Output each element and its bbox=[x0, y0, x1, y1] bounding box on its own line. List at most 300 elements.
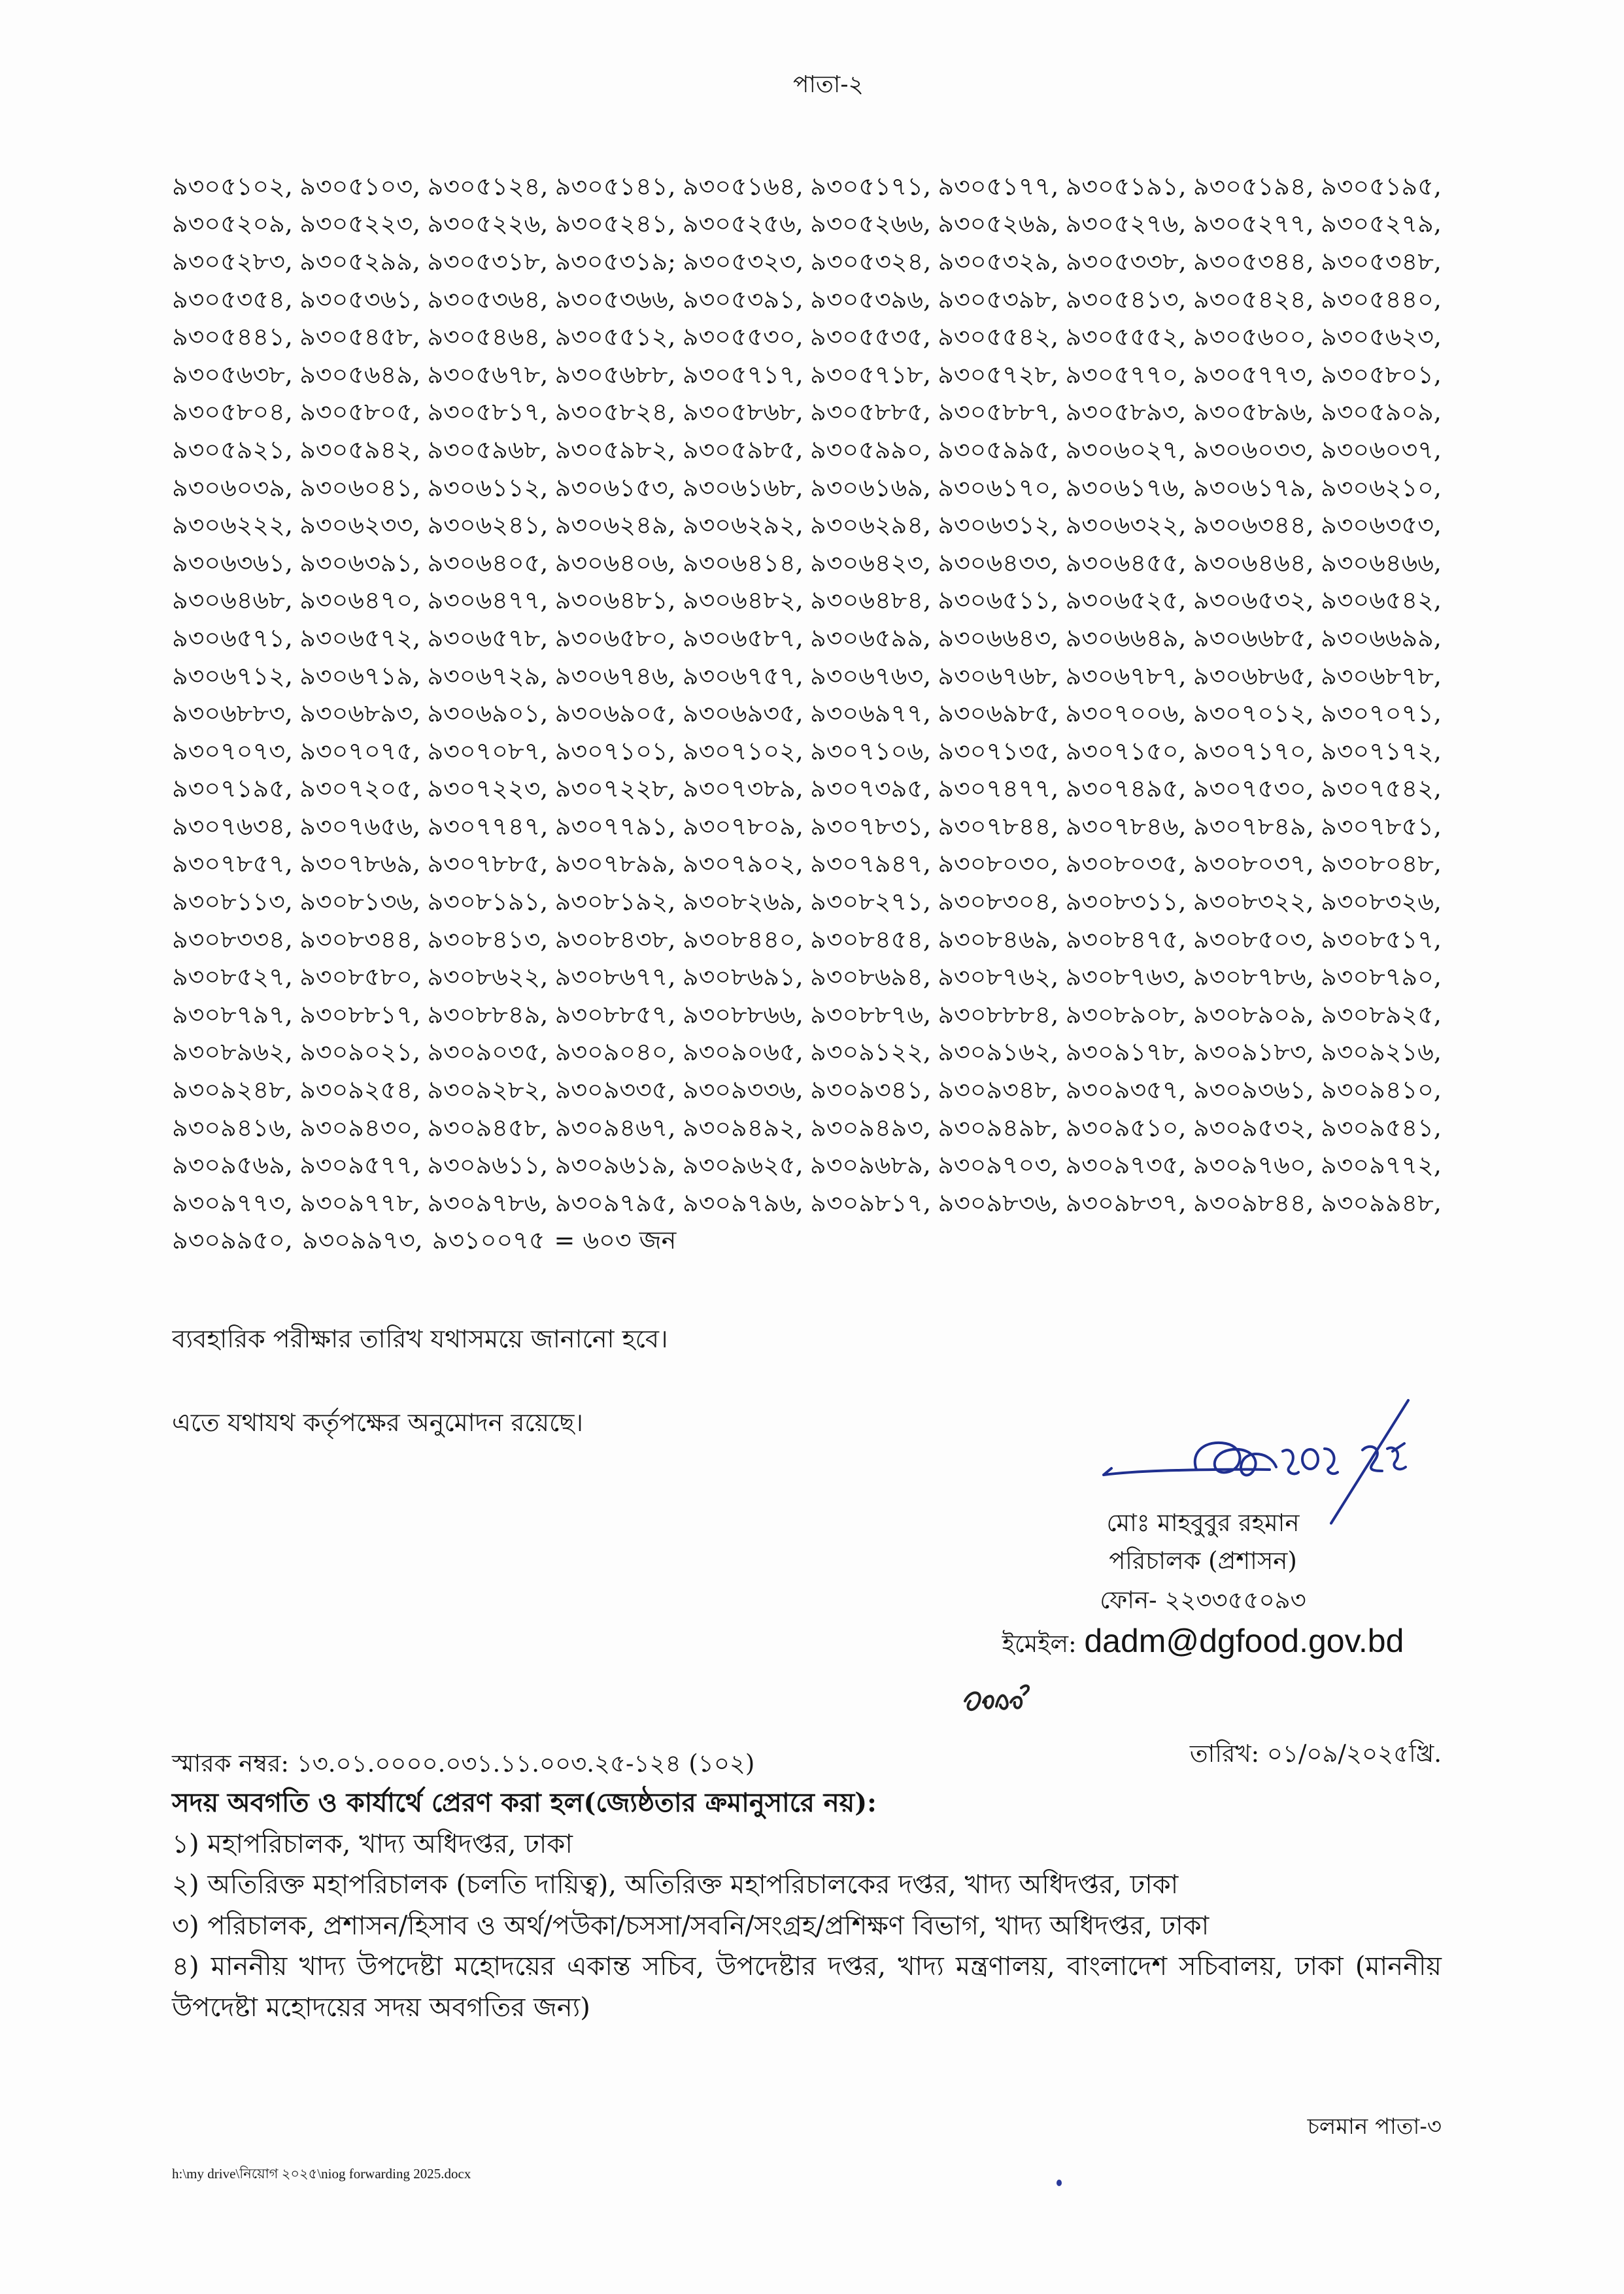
roll-number: ৯৩০৬৫৯৯, bbox=[810, 623, 931, 652]
roll-number: ৯৩০৯২১৬, bbox=[1321, 1037, 1442, 1067]
roll-number: ৯৩০৮৪৬৯, bbox=[938, 924, 1059, 954]
roll-number: ৯৩০৬৪৭০, bbox=[299, 586, 421, 615]
roll-number: ৯৩০৫৭৭০, bbox=[1065, 360, 1187, 389]
roll-number: ৯৩০৮৮৭৬, bbox=[810, 1000, 932, 1029]
roll-number: ৯৩০৮৭৯৭, bbox=[172, 1000, 293, 1029]
roll-number: ৯৩০৮৯২৫, bbox=[1321, 1000, 1442, 1029]
roll-number: ৯৩০৯৫১০, bbox=[1065, 1113, 1187, 1142]
roll-number: ৯৩০৬৭৬৩, bbox=[810, 661, 932, 690]
roll-number: ৯৩০৫৫১২, bbox=[554, 322, 676, 352]
roll-number: ৯৩০৫৩৬৪, bbox=[427, 284, 549, 314]
roll-number: ৯৩০৭১০৬, bbox=[810, 736, 932, 766]
roll-number: ৯৩০৯৭৯৬, bbox=[683, 1188, 804, 1217]
roll-number: ৯৩০৬৫৮০, bbox=[554, 623, 676, 652]
roll-number: ৯৩০৫৩৩৮, bbox=[1065, 246, 1187, 276]
distribution-item: ২) অতিরিক্ত মহাপরিচালক (চলতি দায়িত্ব), অতিরিক্ত মহাপরিচালকের দপ্তর, খাদ্য অধিদপ্তর, ঢাকা bbox=[172, 1870, 1179, 1900]
page-number-header: পাতা-২ bbox=[793, 71, 864, 98]
roll-number: ৯৩০৮৪৪০, bbox=[682, 924, 804, 954]
roll-number: ৯৩০৯৬১১, bbox=[427, 1151, 549, 1180]
roll-number: ৯৩০৯৪৬৭, bbox=[554, 1113, 676, 1142]
roll-number: ৯৩০৬৫৭৮, bbox=[427, 623, 549, 652]
roll-number: ৯৩০৬৪৭৭, bbox=[427, 586, 549, 615]
roll-number: ৯৩০৯৫৭৭, bbox=[299, 1151, 421, 1180]
roll-number-line bbox=[172, 1036, 1442, 1073]
roll-number: ৯৩০৫৯২১, bbox=[172, 435, 293, 464]
roll-number: ৯৩০৫৭৭৩, bbox=[1193, 360, 1314, 389]
roll-number: ৯৩০৫১৯৫, bbox=[1321, 171, 1442, 201]
roll-number: ৯৩০৫৬৮৮, bbox=[554, 360, 676, 389]
roll-number: ৯৩০৮১৩৬, bbox=[299, 887, 421, 917]
roll-number: ৯৩০৫৯৯০, bbox=[809, 435, 931, 464]
roll-number: ৯৩০৬৪৮১, bbox=[554, 586, 676, 615]
roll-number: ৯৩০৮০৪৮, bbox=[1321, 849, 1442, 879]
roll-number: ৯৩০৭৮৮৫, bbox=[427, 849, 549, 879]
roll-number: ৯৩০৫৫৪২, bbox=[938, 322, 1059, 352]
roll-number: ৯৩০৬১৬৮, bbox=[682, 473, 804, 502]
roll-number: ৯৩০৮৩৪৪, bbox=[299, 924, 421, 954]
roll-number: ৯৩০৯৪৯৮, bbox=[938, 1113, 1059, 1142]
roll-number: ৯৩০৮০৩০, bbox=[938, 849, 1059, 879]
roll-number: ৯৩০৬৭৫৭, bbox=[682, 661, 804, 690]
roll-number: ৯৩০৭৮৫৭, bbox=[172, 849, 293, 879]
roll-number-line bbox=[172, 1148, 1442, 1186]
roll-number-line bbox=[172, 621, 1442, 659]
roll-number: ৯৩০৮৩১১, bbox=[1065, 887, 1187, 917]
roll-number-line bbox=[172, 245, 1442, 282]
roll-number: ৯৩০৫১৭১, bbox=[810, 171, 932, 201]
roll-number: ৯৩০৬৬৮৫, bbox=[1193, 623, 1314, 652]
roll-number: ৯৩০৮৭৬৩, bbox=[1065, 962, 1187, 992]
roll-number: ৯৩০৬৪৬৮, bbox=[172, 586, 293, 615]
roll-number: ৯৩০৬৭৬৮, bbox=[938, 661, 1059, 690]
roll-number: ৯৩০৫৯৮৫, bbox=[682, 435, 804, 464]
roll-number: ৯৩০৫১৪১, bbox=[554, 171, 676, 201]
roll-number: ৯৩০৭৮০৯, bbox=[683, 811, 804, 841]
roll-number: ৯৩০৭০৭৫, bbox=[299, 736, 421, 766]
roll-number: ৯৩০৫৮৮৭, bbox=[938, 397, 1059, 427]
roll-number: ৯৩০৮৪১৩, bbox=[427, 924, 549, 954]
roll-number: ৯৩০৬৮৯৩, bbox=[299, 699, 421, 728]
roll-number: ৯৩০৭৯০২, bbox=[682, 849, 804, 879]
roll-number-line bbox=[172, 809, 1442, 847]
roll-number: ৯৩০৫৪১৩, bbox=[1065, 284, 1187, 314]
ink-dot bbox=[1057, 2180, 1062, 2186]
roll-number-line bbox=[172, 1073, 1442, 1111]
roll-number: ৯৩০৭৬৫৬, bbox=[299, 811, 421, 841]
roll-number: ৯৩০৯২৫৪, bbox=[299, 1075, 421, 1105]
roll-number: ৯৩০৬০৩৯, bbox=[172, 473, 293, 502]
file-path-footer: h:\my drive\নিয়োগ ২০২৫\niog forwarding 2025.docx bbox=[172, 2166, 471, 2182]
roll-number: ৯৩০৬৫৩২, bbox=[1193, 586, 1314, 615]
roll-number: ৯৩০৫৮০৫, bbox=[299, 397, 421, 427]
roll-number: ৯৩০৫১০৩, bbox=[299, 171, 421, 201]
roll-number: ৯৩০৫৭১৭, bbox=[682, 360, 804, 389]
roll-number: ৯৩০৭৮৪৬, bbox=[1065, 811, 1187, 841]
roll-number: ৯৩০৮৯০৯, bbox=[1193, 1000, 1314, 1029]
roll-number: ৯৩০৯৩৩৬, bbox=[682, 1075, 804, 1105]
roll-number: ৯৩০৫২০৯, bbox=[172, 209, 293, 239]
roll-number: ৯৩০৮৪৫৪, bbox=[810, 924, 932, 954]
roll-number: ৯৩০৭৩৯৫, bbox=[810, 774, 932, 803]
roll-number: ৯৩০৭২২৮, bbox=[554, 774, 676, 803]
email-address: dadm@dgfood.gov.bd bbox=[1084, 1623, 1404, 1659]
roll-number: ৯৩০৮২৬৯, bbox=[682, 887, 804, 917]
roll-number: ৯৩০৮৭৬২, bbox=[938, 962, 1059, 992]
roll-number: ৯৩০৬৮৮৩, bbox=[172, 699, 293, 728]
roll-number: ৯৩০৯৪৯২, bbox=[682, 1113, 804, 1142]
roll-number: ৯৩০৮১৯২, bbox=[554, 887, 676, 917]
roll-number: ৯৩০৯৭৩৫, bbox=[1065, 1151, 1187, 1180]
roll-number: ৯৩০৫৪৪১, bbox=[172, 322, 293, 352]
roll-number: ৯৩০৫৪৬৪, bbox=[427, 322, 549, 352]
roll-number-line bbox=[172, 471, 1442, 509]
roll-number: ৯৩০৮৫২৭, bbox=[172, 962, 293, 992]
roll-number: ৯৩০৭১৫০, bbox=[1065, 736, 1187, 766]
roll-number: ৯৩০৫৮৯৬, bbox=[1193, 397, 1314, 427]
roll-number: ৯৩০৫৩১৮, bbox=[427, 246, 549, 276]
signatory-email-row bbox=[941, 1620, 1464, 1662]
roll-number-line bbox=[172, 207, 1442, 245]
roll-number: ৯৩০৬২৪৯, bbox=[554, 511, 676, 540]
roll-number: ৯৩০৫৯০৯, bbox=[1321, 397, 1442, 427]
roll-number: ৯৩০৫৬০০, bbox=[1193, 322, 1314, 352]
roll-number: ৯৩০৬৯৭৭, bbox=[810, 699, 931, 728]
roll-number-lines bbox=[172, 169, 1442, 1224]
signatory-phone: ফোন- ২২৩৩৫৫০৯৩ bbox=[1100, 1586, 1306, 1614]
roll-number: ৯৩০৫৯৯৫, bbox=[938, 435, 1058, 464]
roll-number: ৯৩০৭৭৯১, bbox=[554, 811, 676, 841]
roll-number: ৯৩০৯২৮২, bbox=[427, 1075, 549, 1105]
roll-number: ৯৩০৬৪১৪, bbox=[682, 548, 804, 577]
roll-number: ৯৩০৫২৫৬, bbox=[682, 209, 804, 239]
roll-number: ৯৩০৬৩২২, bbox=[1065, 511, 1187, 540]
roll-number: ৯৩০৭১৯৫, bbox=[172, 774, 293, 803]
roll-number: ৯৩০৬২৯৪, bbox=[810, 511, 932, 540]
roll-number: ৯৩০৮৯৬২, bbox=[172, 1037, 293, 1067]
roll-number: ৯৩০৭১০১, bbox=[554, 736, 676, 766]
roll-number: ৯৩০৮৩২২, bbox=[1193, 887, 1314, 917]
roll-number: ৯৩০৫৫৫২, bbox=[1065, 322, 1187, 352]
roll-number: ৯৩০৮৩২৬, bbox=[1321, 887, 1442, 917]
roll-number: ৯৩০৭০১২, bbox=[1193, 699, 1314, 728]
roll-number: ৯৩০৭৮৬৯, bbox=[299, 849, 421, 879]
roll-number: ৯৩০৮৯০৮, bbox=[1065, 1000, 1187, 1029]
roll-number: ৯৩০৫২৪১, bbox=[554, 209, 676, 239]
roll-number: ৯৩০৫৩২৯, bbox=[938, 246, 1059, 276]
roll-number: ৯৩০৯৩৪১, bbox=[810, 1075, 932, 1105]
roll-number: ৯৩০৭০০৬, bbox=[1065, 699, 1187, 728]
roll-number: ৯৩০৬২৯২, bbox=[682, 511, 804, 540]
roll-number: ৯৩০৬০৪১, bbox=[299, 473, 421, 502]
roll-number: ৯৩০৬৫৭১, bbox=[172, 623, 293, 652]
roll-number: ৯৩০৬২৩৩, bbox=[299, 511, 421, 540]
roll-number: ৯৩০৭১৩৫, bbox=[938, 736, 1059, 766]
roll-number: ৯৩০৬৯৮৫, bbox=[938, 699, 1059, 728]
roll-number: ৯৩০৬৬৪৩, bbox=[938, 623, 1059, 652]
roll-number: ৯৩০৫১৭৭, bbox=[938, 171, 1059, 201]
roll-number: ৯৩০৬৯০৫, bbox=[554, 699, 676, 728]
roll-number: ৯৩০৬৫৭২, bbox=[299, 623, 421, 652]
roll-number: ৯৩০৮৩৩৪, bbox=[172, 924, 293, 954]
roll-number: ৯৩০৫২৬৬, bbox=[810, 209, 931, 239]
continued-page-note: চলমান পাতা-৩ bbox=[1307, 2114, 1442, 2140]
roll-number: ৯৩০৯০৬৫, bbox=[682, 1037, 804, 1067]
roll-number: ৯৩০৫৩১৯; bbox=[554, 246, 676, 276]
roll-number: ৯৩০৬৫১১, bbox=[938, 586, 1059, 615]
roll-number: ৯৩০৫৩৬৬, bbox=[554, 284, 676, 314]
roll-number: ৯৩০৯০২১, bbox=[299, 1037, 421, 1067]
approval-note: এতে যথাযথ কর্তৃপক্ষের অনুমোদন রয়েছে। bbox=[172, 1408, 583, 1437]
roll-number: ৯৩০৮৪৩৮, bbox=[554, 924, 676, 954]
roll-number: ৯৩০৫৪৫৮, bbox=[299, 322, 420, 352]
roll-number: ৯৩০৮৫১৭, bbox=[1321, 924, 1442, 954]
roll-number: ৯৩০৬৭৪৬, bbox=[554, 661, 676, 690]
roll-number: ৯৩০৬৪৩৩, bbox=[938, 548, 1059, 577]
roll-number: ৯৩০৫১৯১, bbox=[1065, 171, 1187, 201]
roll-number: ৯৩০৯৩৬১, bbox=[1193, 1075, 1314, 1105]
roll-number: ৯৩০৭৮৪৯, bbox=[1193, 811, 1314, 841]
roll-number: ৯৩০৫৬২৩, bbox=[1321, 322, 1442, 352]
distribution-item: ৩) পরিচালক, প্রশাসন/হিসাব ও অর্থ/পউকা/চসসা/সবনি/সংগ্রহ/প্রশিক্ষণ বিভাগ, খাদ্য অধিদপ্তর, ঢাকা bbox=[172, 1910, 1210, 1941]
roll-number: ৯৩০৯৪৫৮, bbox=[427, 1113, 549, 1142]
roll-number-line bbox=[172, 960, 1442, 998]
roll-number: ৯৩০৭২২৩, bbox=[427, 774, 549, 803]
roll-number: ৯৩০৫৩৬১, bbox=[299, 284, 421, 314]
roll-number: ৯৩০৬১১২, bbox=[427, 473, 549, 502]
roll-number: ৯৩০৫৮১৭, bbox=[427, 397, 549, 427]
roll-number: ৯৩০৬৪২৩, bbox=[810, 548, 932, 577]
roll-number: ৯৩০৮৩০৪, bbox=[938, 887, 1059, 917]
roll-number-line bbox=[172, 358, 1442, 396]
roll-number: ৯৩০৯২৪৮, bbox=[172, 1075, 293, 1105]
roll-number: ৯৩০৬৬৪৯, bbox=[1065, 623, 1187, 652]
roll-number: ৯৩০৫৩৯৬, bbox=[810, 284, 932, 314]
roll-number-line bbox=[172, 320, 1442, 358]
roll-number-list bbox=[172, 169, 1442, 1261]
roll-number: ৯৩০৫৬৭৮, bbox=[427, 360, 549, 389]
roll-number: ৯৩০৮১৯১, bbox=[427, 887, 549, 917]
roll-number-line bbox=[172, 998, 1442, 1036]
roll-number: ৯৩০৯৮৪৪, bbox=[1193, 1188, 1314, 1217]
memo-reference-number: স্মারক নম্বর: ১৩.০১.০০০০.০৩১.১১.০০৩.২৫-১২৪ (১০২) bbox=[172, 1749, 755, 1778]
roll-number: ৯৩০৯৩৪৮, bbox=[938, 1075, 1059, 1105]
roll-number: ৯৩০৯৭৬০, bbox=[1193, 1151, 1314, 1180]
roll-number: ৯৩০৫৩৯১, bbox=[683, 284, 804, 314]
roll-number: ৯৩০৯৬২৫, bbox=[682, 1151, 804, 1180]
roll-number: ৯৩০৫২২৬, bbox=[427, 209, 549, 239]
roll-number: ৯৩০৬৭১২, bbox=[172, 661, 293, 690]
roll-number: ৯৩০৭৮৩১, bbox=[810, 811, 932, 841]
roll-number-line bbox=[172, 396, 1442, 433]
roll-number: ৯৩০৮৬৯৪, bbox=[810, 962, 931, 992]
roll-number: ৯৩০৫২৯৯, bbox=[299, 246, 421, 276]
roll-number: ৯৩০৮০৩৭, bbox=[1193, 849, 1314, 879]
roll-number: ৯৩০৬৩৫৩, bbox=[1321, 511, 1442, 540]
roll-number: ৯৩০৬৩৬১, bbox=[172, 548, 293, 577]
roll-number: ৯৩০৬৪৬৪, bbox=[1193, 548, 1314, 577]
roll-number: ৯৩০৬৭১৯, bbox=[299, 661, 421, 690]
roll-number: ৯৩০৫৩৪৮, bbox=[1321, 246, 1442, 276]
roll-number-line bbox=[172, 433, 1442, 471]
roll-number: ৯৩০৯০৪০, bbox=[554, 1037, 676, 1067]
roll-number: ৯৩০৬১৫৩, bbox=[554, 473, 676, 502]
roll-number: ৯৩০৯৭৯৫, bbox=[554, 1188, 676, 1217]
roll-number: ৯৩০৫১৬৪, bbox=[682, 171, 804, 201]
roll-number: ৯৩০৫২৭৬, bbox=[1065, 209, 1187, 239]
roll-number: ৯৩০৯৭০৩, bbox=[938, 1151, 1059, 1180]
roll-number: ৯৩০৫২৭৯, bbox=[1321, 209, 1442, 239]
roll-number: ৯৩০৭৮৯৯, bbox=[554, 849, 676, 879]
roll-total: = ৬০৩ জন bbox=[554, 1226, 677, 1255]
roll-number: ৯৩০৫৪৪০, bbox=[1321, 284, 1442, 314]
roll-number-line bbox=[172, 1111, 1442, 1149]
roll-number: ৯৩০৮৮১৭, bbox=[299, 1000, 421, 1029]
roll-number: ৯৩০৫৯৮২, bbox=[554, 435, 676, 464]
roll-number: ৯৩০৯৯৭৩, bbox=[301, 1226, 423, 1255]
roll-number: ৯৩০৬৫৮৭, bbox=[682, 623, 804, 652]
roll-number: ৯৩০৫৩২৪, bbox=[810, 246, 932, 276]
roll-number: ৯৩০৯০৩৫, bbox=[427, 1037, 549, 1067]
roll-number: ৯৩০৮২৭১, bbox=[810, 887, 931, 917]
roll-number: ৯৩০৫৮৮৫, bbox=[810, 397, 931, 427]
roll-number: ৯৩০৫৫৩০, bbox=[682, 322, 804, 352]
roll-number: ৯৩০৫৮২৪, bbox=[554, 397, 676, 427]
roll-number: ৯৩১০০৭৫ bbox=[431, 1226, 545, 1255]
roll-number: ৯৩০৫১০২, bbox=[172, 171, 293, 201]
roll-number: ৯৩০৫৩৫৪, bbox=[172, 284, 293, 314]
roll-number: ৯৩০৭৯৪৭, bbox=[810, 849, 932, 879]
roll-number: ৯৩০৬৪৮৪, bbox=[810, 586, 932, 615]
roll-number-line bbox=[172, 772, 1442, 810]
roll-number: ৯৩০৯৭৭৩, bbox=[172, 1188, 293, 1217]
roll-number: ৯৩০৬৭৮৭, bbox=[1065, 661, 1187, 690]
roll-number: ৯৩০৭৫৩০, bbox=[1193, 774, 1314, 803]
roll-number: ৯৩০৬৯৩৫, bbox=[682, 699, 804, 728]
roll-number: ৯৩০৬৭২৯, bbox=[427, 661, 549, 690]
roll-number: ৯৩০৫৩৪৪, bbox=[1193, 246, 1314, 276]
roll-number: ৯৩০৮৬২২, bbox=[427, 962, 549, 992]
roll-number: ৯৩০৬৩১২, bbox=[938, 511, 1059, 540]
roll-number-line bbox=[172, 847, 1442, 885]
distribution-heading: সদয় অবগতি ও কার্যার্থে প্রেরণ করা হল(জ্যেষ্ঠতার ক্রমানুসারে নয়): bbox=[172, 1787, 877, 1818]
roll-number: ৯৩০৯৪১০, bbox=[1321, 1075, 1442, 1105]
roll-number: ৯৩০৯৭৭২, bbox=[1321, 1151, 1442, 1180]
roll-number: ৯৩০৯৩৫৭, bbox=[1065, 1075, 1187, 1105]
roll-number: ৯৩০৮৬৭৭, bbox=[554, 962, 676, 992]
roll-number: ৯৩০৭০৭১, bbox=[1320, 699, 1442, 728]
roll-number-line bbox=[172, 546, 1442, 584]
roll-number: ৯৩০৬০২৭, bbox=[1065, 435, 1187, 464]
roll-number: ৯৩০৬৪০৫, bbox=[427, 548, 549, 577]
roll-number: ৯৩০৬২২২, bbox=[172, 511, 293, 540]
roll-number: ৯৩০৫৯৪২, bbox=[299, 435, 421, 464]
roll-number: ৯৩০৬০৩৭, bbox=[1321, 435, 1442, 464]
roll-number: ৯৩০৬২৪১, bbox=[427, 511, 549, 540]
memo-date: তারিখ: ০১/০৯/২০২৫খ্রি. bbox=[1189, 1740, 1442, 1768]
roll-number: ৯৩০৬১৭০, bbox=[938, 473, 1059, 502]
roll-number: ৯৩০৯৩৩৫, bbox=[554, 1075, 676, 1105]
roll-number: ৯৩০৬২১০, bbox=[1320, 473, 1442, 502]
signatory-name: মোঃ মাহবুবুর রহমান bbox=[1106, 1509, 1300, 1537]
roll-number: ৯৩০৯৪৩০, bbox=[299, 1113, 421, 1142]
roll-number: ৯৩০৭৪৯৫, bbox=[1065, 774, 1187, 803]
handwritten-initials bbox=[958, 1668, 1043, 1721]
roll-number: ৯৩০৭৪৭৭, bbox=[938, 774, 1059, 803]
roll-number: ৯৩০৭৭৪৭, bbox=[427, 811, 549, 841]
roll-number: ৯৩০৫৭২৮, bbox=[938, 360, 1059, 389]
email-label: ইমেইল: bbox=[1002, 1630, 1077, 1658]
roll-number: ৯৩০৯৫৩২, bbox=[1193, 1113, 1314, 1142]
distribution-list bbox=[172, 1783, 1442, 2028]
roll-number-line-last bbox=[172, 1224, 1442, 1262]
roll-number: ৯৩০৬৩৯১, bbox=[299, 548, 421, 577]
roll-number: ৯৩০৭১০২, bbox=[682, 736, 804, 766]
roll-number: ৯৩০৯৭৭৮, bbox=[299, 1188, 421, 1217]
roll-number: ৯৩০৮৫০৩, bbox=[1193, 924, 1314, 954]
roll-number-line bbox=[172, 885, 1442, 922]
roll-number: ৯৩০৯৮৩৬, bbox=[938, 1188, 1059, 1217]
roll-number: ৯৩০৫৮৯৩, bbox=[1065, 397, 1187, 427]
roll-number: ৯৩০৯৯৫০, bbox=[172, 1226, 293, 1255]
roll-number: ৯৩০৭১৭০, bbox=[1193, 736, 1314, 766]
roll-number: ৯৩০৮৫৮০, bbox=[299, 962, 421, 992]
roll-number: ৯৩০৫৮০১, bbox=[1321, 360, 1442, 389]
roll-number-line bbox=[172, 169, 1442, 207]
roll-number: ৯৩০৫৮৬৮, bbox=[682, 397, 804, 427]
roll-number: ৯৩০৫৭১৮, bbox=[810, 360, 931, 389]
roll-number: ৯৩০৮৭৮৬, bbox=[1193, 962, 1314, 992]
roll-number: ৯৩০৭৩৮৯, bbox=[682, 774, 804, 803]
roll-number-line bbox=[172, 922, 1442, 960]
roll-number: ৯৩০৬০৩৩, bbox=[1193, 435, 1314, 464]
roll-number-line bbox=[172, 696, 1442, 734]
roll-number: ৯৩০৭২০৫, bbox=[299, 774, 421, 803]
roll-number: ৯৩০৭১৭২, bbox=[1321, 736, 1442, 766]
roll-number: ৯৩০৯৬৮৯, bbox=[810, 1151, 931, 1180]
roll-number: ৯৩০৭০৭৩, bbox=[172, 736, 293, 766]
roll-number: ৯৩০৫২৬৯, bbox=[938, 209, 1059, 239]
roll-number: ৯৩০৬৩৪৪, bbox=[1193, 511, 1314, 540]
roll-number: ৯৩০৫২২৩, bbox=[299, 209, 421, 239]
distribution-item: ৪) মাননীয় খাদ্য উপদেষ্টা মহোদয়ের একান্ত সচিব, উপদেষ্টার দপ্তর, খাদ্য মন্ত্রণালয়, বাংলাদেশ সচিবালয়, ঢাকা (মাননীয় উপদেষ্টা মহোদয়ের সদয় অবগতির জন্য) bbox=[172, 1951, 1442, 2023]
roll-number: ৯৩০৫২৭৭, bbox=[1193, 209, 1314, 239]
roll-number: ৯৩০৫৮০৪, bbox=[172, 397, 293, 427]
distribution-item: ১) মহাপরিচালক, খাদ্য অধিদপ্তর, ঢাকা bbox=[172, 1829, 573, 1859]
roll-number: ৯৩০৮৪৭৫, bbox=[1065, 924, 1187, 954]
roll-number: ৯৩০৭৬৩৪, bbox=[172, 811, 293, 841]
roll-number: ৯৩০৬১৭৯, bbox=[1193, 473, 1314, 502]
roll-number-line bbox=[172, 282, 1442, 320]
roll-number: ৯৩০৫৯৬৮, bbox=[427, 435, 549, 464]
roll-number: ৯৩০৬৪৫৫, bbox=[1065, 548, 1187, 577]
roll-number: ৯৩০৯৪৯৩, bbox=[810, 1113, 932, 1142]
roll-number: ৯৩০৮৮৪৯, bbox=[427, 1000, 549, 1029]
roll-number-line bbox=[172, 508, 1442, 546]
roll-number: ৯৩০৬৬৯৯, bbox=[1321, 623, 1442, 652]
roll-number: ৯৩০৯৫৪১, bbox=[1321, 1113, 1442, 1142]
roll-number: ৯৩০৭৫৪২, bbox=[1321, 774, 1442, 803]
roll-number: ৯৩০৫১৯৪, bbox=[1193, 171, 1314, 201]
roll-number: ৯৩০৬৪৬৬, bbox=[1321, 548, 1442, 577]
roll-number: ৯৩০৮০৩৫, bbox=[1065, 849, 1187, 879]
roll-number: ৯৩০৯৪১৬, bbox=[172, 1113, 293, 1142]
roll-number: ৯৩০৯৭৮৬, bbox=[427, 1188, 549, 1217]
roll-number: ৯৩০৭৮৫১, bbox=[1321, 811, 1442, 841]
roll-number: ৯৩০৫৩৯৮, bbox=[938, 284, 1059, 314]
roll-number: ৯৩০৬৮৭৮, bbox=[1321, 661, 1442, 690]
roll-number-line bbox=[172, 734, 1442, 772]
roll-number: ৯৩০৫৬৩৮, bbox=[172, 360, 293, 389]
